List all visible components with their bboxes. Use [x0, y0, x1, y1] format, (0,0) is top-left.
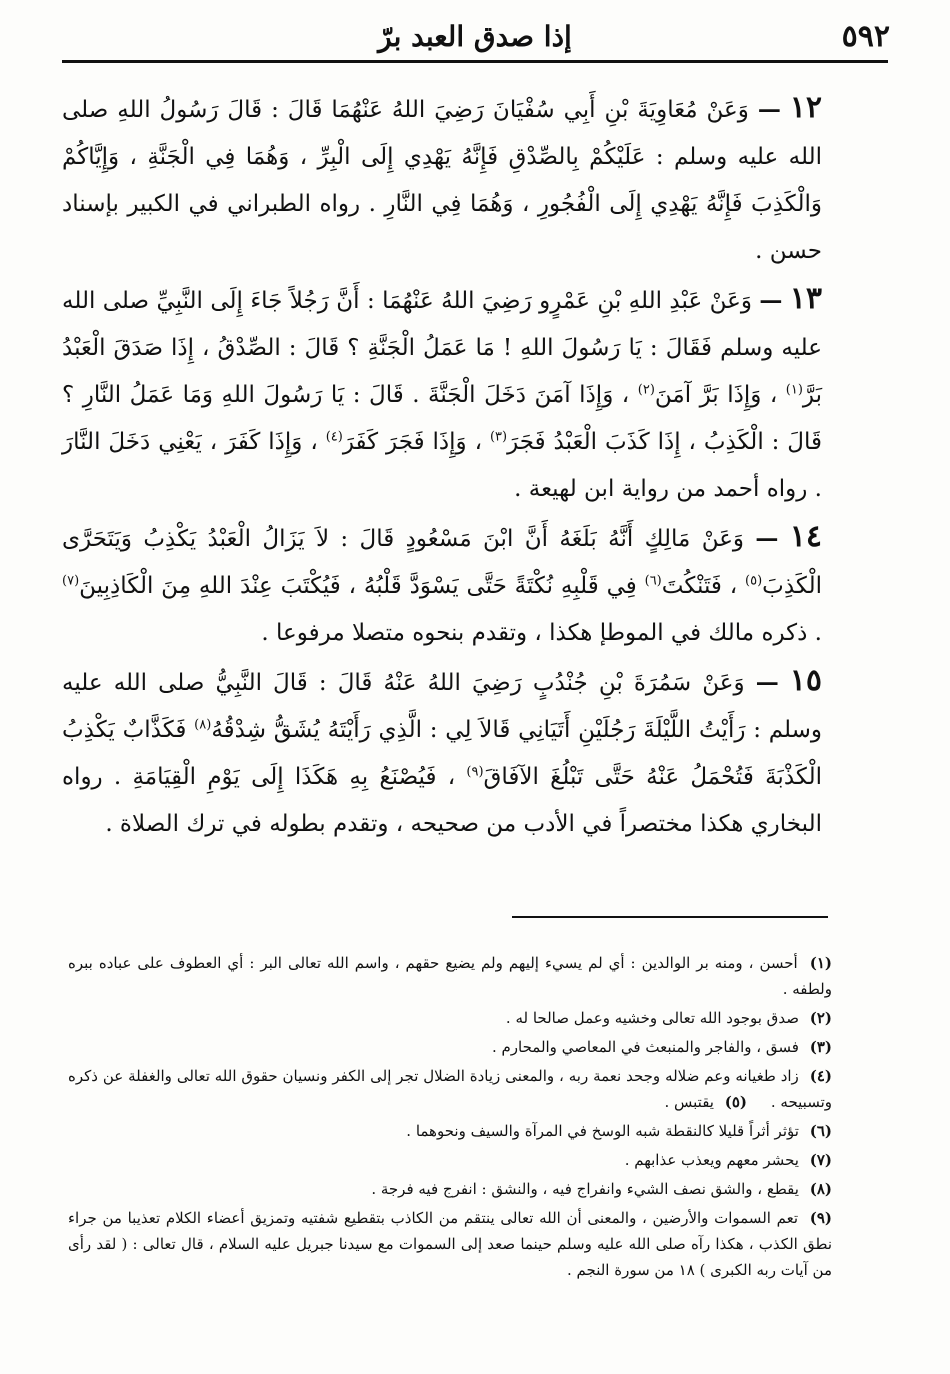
footnote-text: تعم السموات والأرضين ، والمعنى أن الله تعالى ينتقم من الكاذب بتقطيع شفتيه وتمزيق أعضاء الكلام تعذيبا من جراء نطق الكذب ، هكذا رآه صلى الله عليه وسلم حينما صعد إلى السموات مع سيدنا جبريل عليه السلام ، قال تعالى : ( لقد رأى من آيات ربه الكبرى ) ١٨ من سورة النجم . — [68, 1209, 832, 1279]
hadith-text-segment: ، وَإِذَا فَجَرَ كَفَرَ — [342, 429, 482, 455]
hadith-number: ١٢ — [789, 90, 822, 125]
footnote-item — [68, 1063, 832, 1115]
header-divider — [62, 60, 888, 63]
footnote-number: (٩) — [809, 1209, 832, 1227]
footnote-number: (١) — [809, 954, 832, 972]
footnote-text: يقتبس . — [664, 1093, 714, 1111]
footnote-text: زاد طغيانه وعم ضلاله وجحد نعمة ربه ، والمعنى زيادة الضلال تجر إلى الكفر ونسيان حقوق الله تعالى والغفلة عن ذكره وتسبيحه . — [68, 1067, 832, 1111]
hadith-text-segment: فَكَذَّابٌ يَكْذِبُ الْكَذْبَةَ فَتُحْمَلُ عَنْهُ حَتَّى تَبْلُغَ الآفَاقَ — [62, 717, 822, 790]
hadith-text-segment: وَعَنْ سَمُرَةَ بْنِ جُنْدُبٍ رَضِيَ اللهُ عَنْهُ قَالَ : قَالَ النَّبِيُّ صلى الله عليه وسلم : رَأَيْتُ اللَّيْلَةَ رَجُلَيْنِ أَتَيَانِي قَالاَ لِي : الَّذِي رَأَيْتَهُ يُشَقُّ شِدْقُهُ — [62, 670, 823, 743]
hadith-text-segment: وَعَنْ عَبْدِ اللهِ بْنِ عَمْرٍو رَضِيَ اللهُ عَنْهُمَا : أَنَّ رَجُلاً جَاءَ إِلَى النَّبِيِّ صلى الله عليه وسلم فَقَالَ : يَا رَسُولَ اللهِ ! مَا عَمَلُ الْجَنَّةِ ؟ قَالَ : الصِّدْقُ ، إِذَا صَدَقَ الْعَبْدُ بَرَّ — [62, 288, 823, 408]
hadith-text-segment: ، وَإِذَا بَرَّ آمَنَ — [654, 382, 778, 408]
hadith-number: ١٣ — [789, 281, 823, 316]
hadith-text-segment: ، وَإِذَا آمَنَ دَخَلَ الْجَنَّةَ . قَالَ : يَا رَسُولَ اللهِ وَمَا عَمَلُ النَّارِ ؟ قَالَ : الْكَذِبُ ، إِذَا كَذَبَ الْعَبْدُ فَجَرَ — [62, 382, 823, 455]
hadith-text-segment: ، فَتَنْكُتَ — [661, 573, 738, 599]
hadith-dash: — — [759, 287, 783, 314]
footnote-reference: (٩) — [466, 764, 484, 780]
hadith-13 — [62, 275, 822, 513]
page-header — [60, 14, 890, 58]
hadith-text-segment: فِي قَلْبِهِ نُكْتَةً حَتَّى يَسْوَدَّ قَلْبُهُ ، فَيُكْتَبَ عِنْدَ اللهِ مِنَ الْكَاذِبِينَ — [79, 573, 637, 599]
footnote-reference: (٨) — [194, 717, 212, 733]
hadith-text: وَعَنْ مُعَاوِيَةَ بْنِ أَبِي سُفْيَانَ رَضِيَ اللهُ عَنْهُمَا قَالَ : قَالَ رَسُولُ اللهِ صلى الله عليه وسلم : عَلَيْكُمْ بِالصِّدْقِ فَإِنَّهُ يَهْدِي إِلَى الْبِرِّ ، وَهُمَا فِي الْجَنَّةِ ، وَإِيَّاكُمْ وَالْكَذِبَ فَإِنَّهُ يَهْدِي إِلَى الْفُجُورِ ، وَهُمَا فِي النَّارِ . رواه الطبراني في الكبير بإسناد حسن . — [62, 97, 822, 264]
hadith-15 — [62, 657, 822, 848]
footnote-reference: (٣) — [489, 429, 508, 445]
footnote-text: صدق بوجود الله تعالى وخشيه وعمل صالحا له . — [505, 1009, 799, 1027]
footnote-text: يقطع ، والشق نصف الشيء وانفراج فيه ، والنشق : انفرج فيه فرجة . — [371, 1180, 799, 1198]
hadith-text-segment: . ذكره مالك في الموطإ هكذا ، وتقدم بنحوه متصلا مرفوعا . — [261, 620, 822, 646]
hadith-dash: — — [755, 669, 779, 696]
footnote-reference: (٤) — [325, 429, 343, 445]
footnote-item — [68, 1205, 832, 1283]
footnote-item — [68, 1118, 832, 1144]
footnote-item — [68, 1147, 832, 1173]
footnote-text: فسق ، والفاجر والمنبعث في المعاصي والمحارم . — [491, 1038, 799, 1056]
footnote-item — [68, 1034, 832, 1060]
footnote-text: أحسن ، ومنه بر الوالدين : أي لم يسيء إليهم ولم يضيع حقهم ، واسم الله تعالى البر : أي العطوف على عباده ببره ولطفه . — [68, 954, 832, 998]
footnote-item — [68, 950, 832, 1002]
hadith-text-segment: ، فَيُصْنَعُ بِهِ هَكَذَا إِلَى يَوْمِ الْقِيَامَةِ . رواه البخاري هكذا مختصراً في الأدب من صحيحه ، وتقدم بطوله في ترك الصلاة . — [62, 764, 822, 837]
footnote-number: (٢) — [809, 1009, 832, 1027]
hadith-12 — [62, 84, 822, 275]
footnote-divider — [512, 916, 828, 918]
footnote-reference: (٦) — [644, 573, 662, 589]
running-head: إذا صدق العبد برّ — [378, 19, 572, 53]
hadith-14 — [62, 513, 822, 657]
main-text-body — [62, 84, 822, 848]
footnote-number: (٥) — [724, 1093, 748, 1111]
hadith-dash: — — [755, 525, 779, 552]
hadith-number: ١٥ — [789, 663, 823, 698]
hadith-text-segment: ، وَإِذَا كَفَرَ ، يَعْنِي دَخَلَ النَّارَ . رواه أحمد من رواية ابن لهيعة . — [62, 429, 822, 502]
footnote-reference: (٧) — [62, 573, 80, 589]
hadith-number: ١٤ — [789, 519, 823, 554]
hadith-text-segment: وَعَنْ مَالِكٍ أَنَّهُ بَلَغَهُ أَنَّ ابْنَ مَسْعُودٍ قَالَ : لاَ يَزَالُ الْعَبْدُ يَكْذِبُ وَيَتَحَرَّى الْكَذِبَ — [62, 526, 822, 599]
footnote-reference: (٥) — [745, 573, 763, 589]
footnote-reference: (٢) — [637, 382, 655, 398]
footnote-item — [68, 1005, 832, 1031]
footnote-text: يحشر معهم ويعذب عذابهم . — [624, 1151, 799, 1169]
footnote-number: (٧) — [809, 1151, 832, 1169]
footnote-text: تؤثر أثراً قليلا كالنقطة شبه الوسخ في المرآة والسيف ونحوهما . — [406, 1122, 799, 1140]
page-number: ٥٩٢ — [841, 18, 890, 54]
footnote-number: (٦) — [809, 1122, 832, 1140]
hadith-dash: — — [757, 96, 781, 123]
footnotes-section — [68, 950, 832, 1286]
footnote-item — [68, 1176, 832, 1202]
footnote-number: (٤) — [809, 1067, 832, 1085]
footnote-number: (٨) — [809, 1180, 832, 1198]
footnote-number: (٣) — [809, 1038, 832, 1056]
footnote-reference: (١) — [785, 382, 803, 398]
